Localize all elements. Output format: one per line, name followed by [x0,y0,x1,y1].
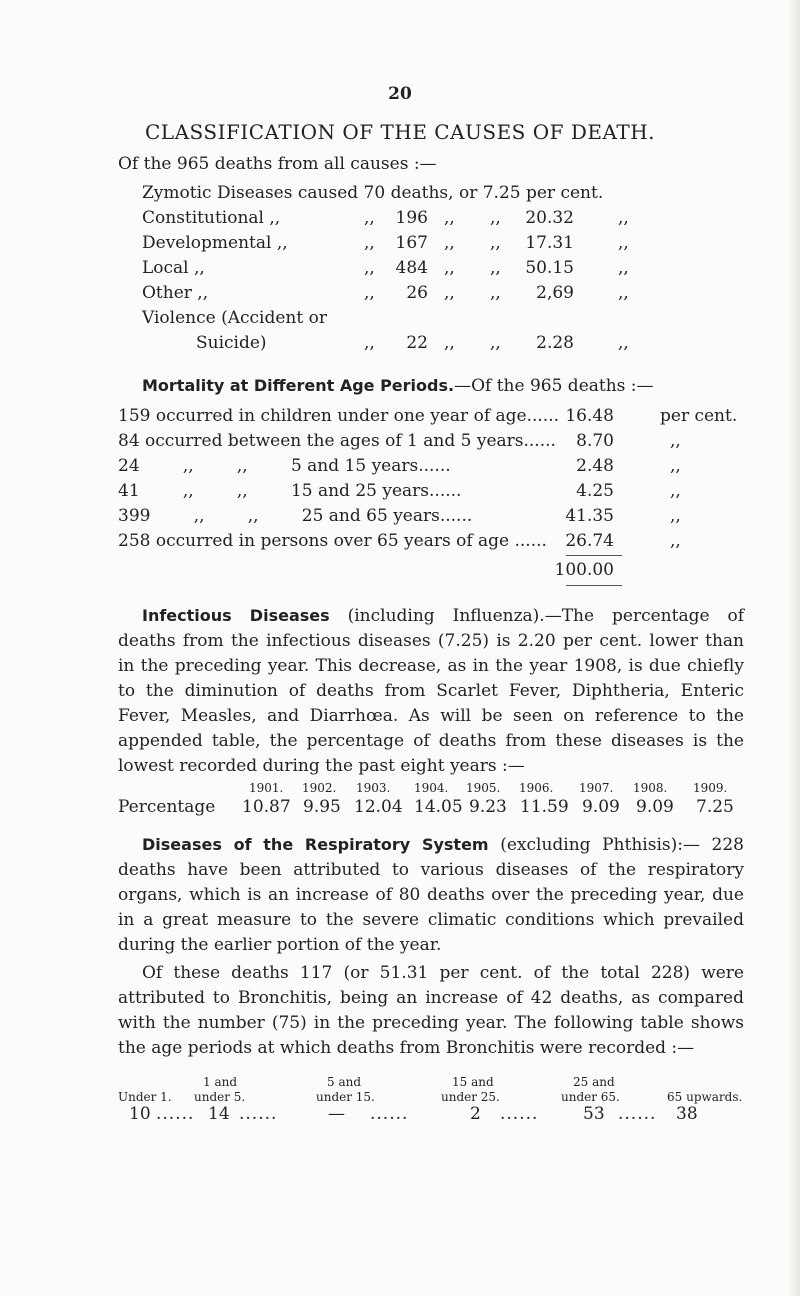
ditto: ,, [490,283,501,303]
leader-dots: ...... [500,1104,539,1124]
respiratory-paragraph [118,832,744,958]
age-header: under 25. [441,1090,500,1104]
percent-value: 20.32 [525,208,574,228]
age-header-line1: 1 and [203,1075,238,1089]
percentage-value: 9.09 [582,797,620,817]
mortality-heading-line [142,376,654,396]
bronchitis-paragraph: Of these deaths 117 (or 51.31 per cent. of the total 228) were attributed to Bronchitis, being an increase of 42 deaths, as compared with the number (75) in the preceding year. The following table shows the age periods at which deaths from Bronchitis were recorded :— [118,963,744,1058]
leader-dots: ...... [239,1104,278,1124]
age-row-value: 26.74 [565,531,614,551]
percentage-value: 11.59 [520,797,569,817]
year-header: 1901. [249,781,284,795]
infectious-paragraph [118,603,744,779]
ditto: ,, [444,208,455,228]
age-row-unit: ,, [670,531,681,551]
leader-dots: ...... [370,1104,409,1124]
percent-value: 17.31 [525,233,574,253]
age-row-value: 16.48 [565,406,614,426]
percentage-value: 10.87 [242,797,291,817]
ditto: ,, [444,333,455,353]
year-header: 1905. [466,781,501,795]
section-heading: Diseases of the Respiratory System [142,835,489,854]
paragraph-text: (excluding Phthisis):— 228 deaths have been attributed to various diseases of the respiratory organs, which is an increase of 80 deaths over the preceding year, due in a great measure to the severe climatic conditions which prevailed during the earlier portion of the year. [118,835,745,955]
ditto: ,, [490,258,501,278]
age-row-value: 4.25 [576,481,614,501]
ditto: ,, [444,283,455,303]
year-header: 1902. [302,781,337,795]
row-label: Violence (Accident or [142,308,327,328]
zymotic-line: Zymotic Diseases caused 70 deaths, or 7.25 per cent. [142,183,604,203]
bronchitis-count: 53 [583,1104,605,1124]
percentage-value: 9.95 [303,797,341,817]
year-header: 1907. [579,781,614,795]
age-header-line1: 15 and [452,1075,494,1089]
year-header: 1909. [693,781,728,795]
ditto: ,, [444,233,455,253]
bronchitis-count: 10 [129,1104,151,1124]
age-row-text: 399 ,, ,, 25 and 65 years...... [118,506,473,526]
sum-rule [566,585,622,586]
age-row-text: 24 ,, ,, 5 and 15 years...... [118,456,451,476]
percentage-value: 12.04 [354,797,403,817]
age-header: under 65. [561,1090,620,1104]
page-title: CLASSIFICATION OF THE CAUSES OF DEATH. [145,120,655,144]
intro-text: Of the 965 deaths from all causes :— [118,154,437,174]
age-row-value: 2.48 [576,456,614,476]
leader-dots: ...... [156,1104,195,1124]
ditto: ,, [618,208,629,228]
age-header-line1: 25 and [573,1075,615,1089]
age-row-text: 258 occurred in persons over 65 years of age ...... [118,531,547,551]
age-header: under 15. [316,1090,375,1104]
deaths-count: 22 [406,333,428,353]
ditto: ,, [364,283,375,303]
percentage-value: 9.09 [636,797,674,817]
age-row-text: 84 occurred between the ages of 1 and 5 years...... [118,431,556,451]
page-edge-shadow [788,0,800,1296]
row-label: Local ,, [142,258,205,278]
ditto: ,, [364,258,375,278]
year-header: 1903. [356,781,391,795]
page-number: 20 [388,84,412,104]
percent-value: 50.15 [525,258,574,278]
ditto: ,, [618,233,629,253]
bronchitis-count: 38 [676,1104,698,1124]
deaths-count: 196 [395,208,428,228]
ditto: ,, [490,233,501,253]
ditto: ,, [364,333,375,353]
ditto: ,, [490,333,501,353]
percentage-value: 9.23 [469,797,507,817]
ditto: ,, [490,208,501,228]
section-heading: Mortality at Different Age Periods. [142,376,455,395]
year-header: 1904. [414,781,449,795]
table-row-label: Percentage [118,797,216,817]
row-label-continued: Suicide) [196,333,267,353]
row-label: Constitutional ,, [142,208,281,228]
percent-value: 2,69 [536,283,574,303]
deaths-count: 26 [406,283,428,303]
ditto: ,, [618,283,629,303]
deaths-count: 167 [395,233,428,253]
age-row-value: 41.35 [565,506,614,526]
age-row-value: 8.70 [576,431,614,451]
ditto: ,, [364,208,375,228]
age-row-text: 159 occurred in children under one year of age...... [118,406,560,426]
year-header: 1908. [633,781,668,795]
age-row-unit: ,, [670,431,681,451]
age-header: under 5. [194,1090,246,1104]
row-label: Other ,, [142,283,209,303]
deaths-count: 484 [395,258,428,278]
section-heading-tail: —Of the 965 deaths :— [454,376,654,396]
age-total: 100.00 [554,560,614,580]
age-row-unit: ,, [670,481,681,501]
age-row-unit: ,, [670,506,681,526]
age-header: 65 upwards. [667,1090,743,1104]
age-row-unit: per cent. [660,406,738,426]
section-heading: Infectious Diseases [142,606,330,625]
row-label: Developmental ,, [142,233,288,253]
year-header: 1906. [519,781,554,795]
ditto: ,, [364,233,375,253]
percentage-value: 14.05 [414,797,463,817]
sum-rule [566,555,622,556]
ditto: ,, [444,258,455,278]
leader-dots: ...... [618,1104,657,1124]
percent-value: 2.28 [536,333,574,353]
age-row-text: 41 ,, ,, 15 and 25 years...... [118,481,462,501]
ditto: ,, [618,258,629,278]
ditto: ,, [618,333,629,353]
bronchitis-count: — [328,1104,345,1124]
percentage-value: 7.25 [696,797,734,817]
age-header: Under 1. [118,1090,172,1104]
paragraph-text: (including Influenza).—The percentage of deaths from the infectious diseases (7.25) is 2.20 per cent. lower than in the preceding year. This decrease, as in the year 1908, is due chiefly to the diminution of deaths from Scarlet Fever, Diphtheria, Enteric Fever, Measles, and Diarrhœa. As will be seen on reference to the appended table, the percentage of deaths from these diseases is the lowest recorded during the past eight years :— [118,606,744,776]
bronchitis-count: 2 [470,1104,481,1124]
age-header-line1: 5 and [327,1075,362,1089]
bronchitis-count: 14 [208,1104,230,1124]
age-row-unit: ,, [670,456,681,476]
